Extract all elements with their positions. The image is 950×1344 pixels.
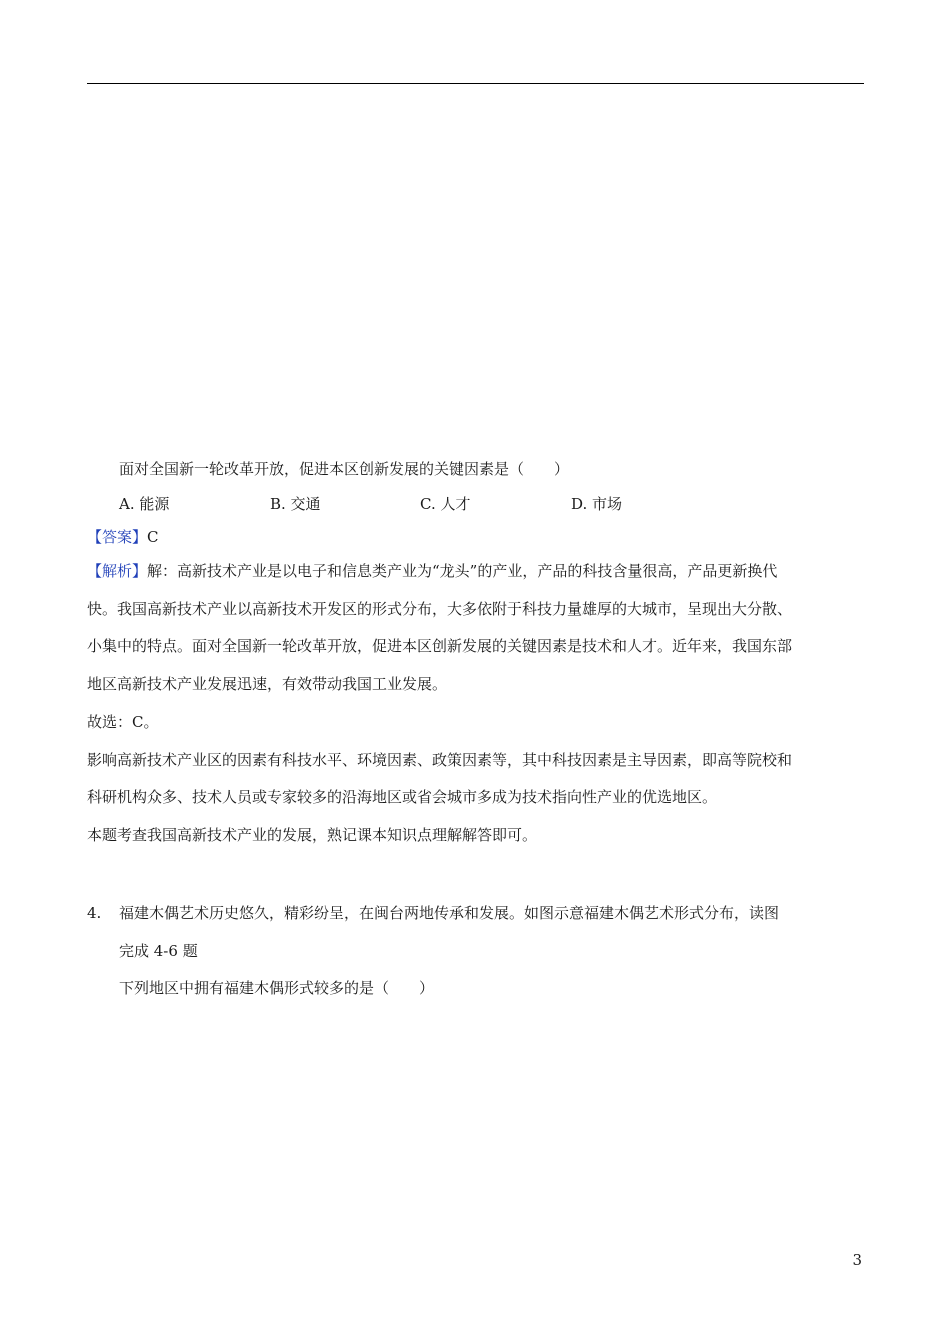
page-number: 3 (852, 1251, 862, 1269)
analysis-line-2: 快。我国高新技术产业以高新技术开发区的形式分布，大多依附于科技力量雄厚的大城市，呈现出大分散、 (87, 600, 793, 618)
option-c: C. 人才 (420, 495, 471, 513)
extra-line-2: 科研机构众多、技术人员或专家较多的沿海地区或省会城市多成为技术指向性产业的优选地区。 (87, 788, 718, 806)
analysis-line-3: 小集中的特点。面对全国新一轮改革开放，促进本区创新发展的关键因素是技术和人才。近年来，我国东部 (87, 637, 793, 655)
extra-line-1: 影响高新技术产业区的因素有科技水平、环境因素、政策因素等，其中科技因素是主导因素，即高等院校和 (87, 751, 793, 769)
answer-tag: 【答案】 (87, 528, 148, 546)
analysis-line-1 (87, 561, 777, 581)
answer-line (87, 527, 159, 547)
header-rule (87, 83, 864, 84)
extra-line-3: 本题考查我国高新技术产业的发展，熟记课本知识点理解解答即可。 (87, 826, 538, 844)
analysis-tag: 【解析】 (87, 562, 148, 580)
option-b: B. 交通 (270, 495, 321, 513)
choice-line: 故选：C。 (87, 713, 159, 731)
question-stem-line-1: 福建木偶艺术历史悠久，精彩纷呈，在闽台两地传承和发展。如图示意福建木偶艺术形式分布，读图 (119, 904, 780, 922)
analysis-text: 解：高新技术产业是以电子和信息类产业为“龙头”的产业，产品的科技含量很高，产品更新换代 (147, 562, 778, 580)
question-stem-line-2: 完成 4-6 题 (119, 942, 198, 960)
answer-value: C (147, 528, 159, 546)
question-number: 4. (87, 904, 102, 922)
option-a: A. 能源 (119, 495, 170, 513)
option-d: D. 市场 (571, 495, 623, 513)
sub-question: 下列地区中拥有福建木偶形式较多的是（ ） (119, 979, 435, 997)
analysis-line-4: 地区高新技术产业发展迅速，有效带动我国工业发展。 (87, 675, 448, 693)
question-stem: 面对全国新一轮改革开放，促进本区创新发展的关键因素是（ ） (119, 460, 570, 478)
